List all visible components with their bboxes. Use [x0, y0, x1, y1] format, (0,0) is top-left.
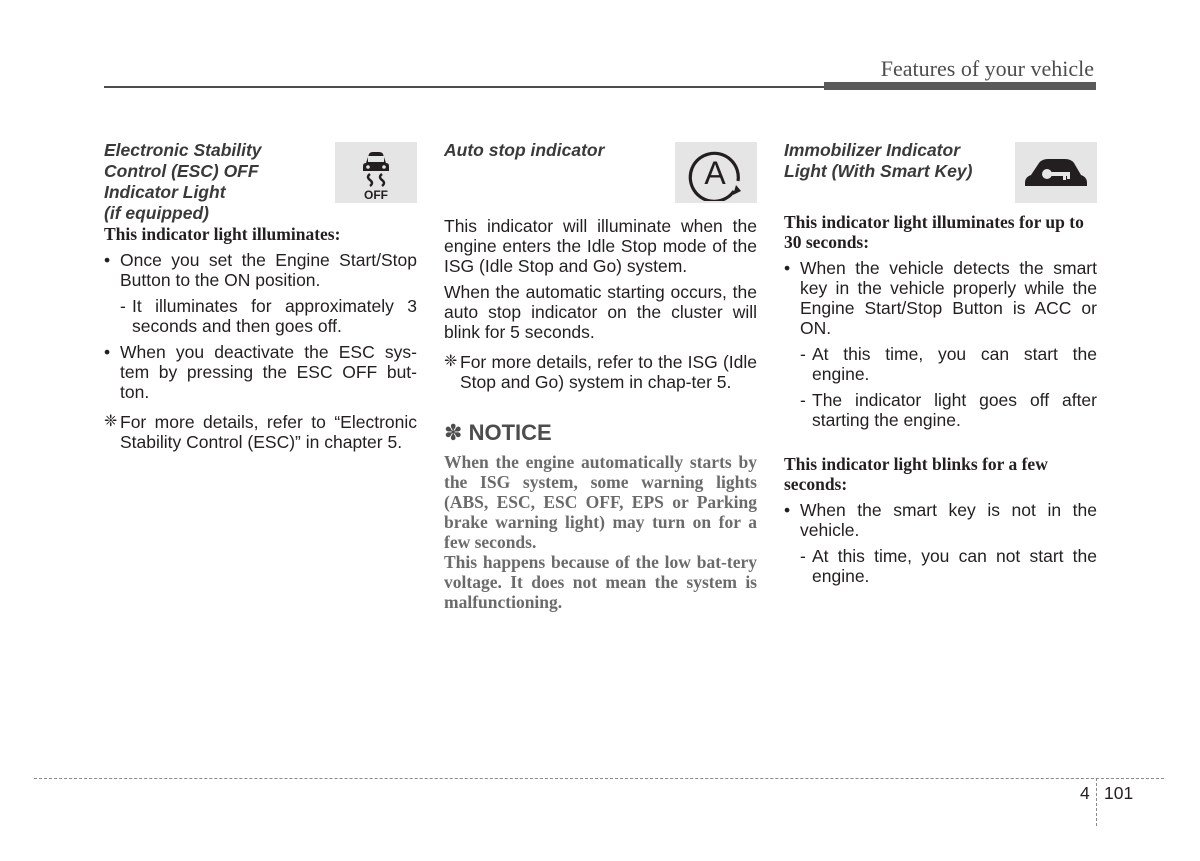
dash-mark: -	[800, 390, 806, 410]
list-item	[104, 250, 417, 290]
bullet-text: When you deactivate the ESC sys-tem by pressing the ESC OFF but-ton.	[120, 342, 417, 402]
chapter-number: 4	[1080, 783, 1090, 803]
footer-rule	[34, 778, 1164, 779]
bullet-text: When the smart key is not in the vehicle.	[800, 500, 1097, 540]
section-title-immobilizer	[784, 140, 999, 182]
paragraph: When the automatic starting occurs, the auto stop indicator on the cluster will blink for 5 seconds.	[444, 282, 757, 342]
notice-paragraph: When the engine automatically starts by the ISG system, some warning lights (ABS, ESC, ESC OFF, EPS or Parking brake warning light) may turn on for a few seconds.	[444, 452, 757, 552]
auto-stop-icon-graphic	[681, 145, 751, 201]
section-title-esc-off	[104, 140, 319, 224]
immobilizer-key-icon	[1015, 142, 1097, 203]
dash-mark: -	[800, 546, 806, 566]
list-item	[784, 258, 1097, 338]
title-line: (if equipped)	[104, 203, 209, 223]
dash-text: At this time, you can start the engine.	[812, 344, 1097, 384]
list-item	[104, 342, 417, 402]
esc-off-icon	[335, 142, 417, 203]
section-title-auto-stop: Auto stop indicator	[444, 140, 605, 160]
list-item	[104, 296, 417, 336]
auto-stop-icon-letter: A	[704, 154, 726, 191]
column-auto-stop	[444, 140, 757, 612]
illuminates-lead: This indicator light illuminates for up to 30 seconds:	[784, 212, 1084, 252]
header-bar	[824, 82, 1096, 90]
title-line: Indicator Light	[104, 182, 226, 202]
column-esc-off	[104, 140, 417, 458]
section-header-esc-off	[104, 140, 417, 224]
notice-mark: ✽	[444, 420, 463, 445]
list-item	[784, 344, 1097, 384]
notice-paragraph: This happens because of the low bat-tery voltage. It does not mean the system is malfunctioning.	[444, 552, 757, 612]
bullet-mark: •	[784, 500, 791, 520]
bullet-mark: •	[104, 342, 111, 362]
list-item	[784, 390, 1097, 430]
cross-reference	[104, 412, 417, 452]
dash-mark: -	[120, 296, 126, 316]
bullet-text: When the vehicle detects the smart key in the vehicle properly while the Engine Start/Stop Button is ACC or ON.	[800, 258, 1097, 338]
dash-text: The indicator light goes off after starting the engine.	[812, 390, 1097, 430]
blinks-lead: This indicator light blinks for a few seconds:	[784, 454, 1048, 494]
immobilizer-icon-graphic	[1021, 153, 1091, 193]
notice-title: NOTICE	[468, 420, 552, 445]
notice-heading	[444, 420, 757, 446]
auto-stop-icon	[675, 142, 757, 203]
title-line: Control (ESC) OFF	[104, 161, 259, 181]
reference-text: For more details, refer to the ISG (Idle Stop and Go) system in chap-ter 5.	[460, 352, 757, 392]
footer-divider	[1096, 778, 1097, 826]
bullet-text: Once you set the Engine Start/Stop Button to the ON position.	[120, 250, 417, 290]
section-header-auto-stop	[444, 140, 757, 216]
dash-mark: -	[800, 344, 806, 364]
title-line: Electronic Stability	[104, 140, 262, 160]
list-item	[784, 500, 1097, 540]
paragraph: This indicator will illuminate when the engine enters the Idle Stop mode of the ISG (Idle Stop and Go) system.	[444, 216, 757, 276]
list-item	[784, 546, 1097, 586]
bullet-mark: •	[104, 250, 111, 270]
cross-reference	[444, 352, 757, 392]
dash-text: At this time, you can not start the engine.	[812, 546, 1097, 586]
reference-mark: ❈	[104, 413, 118, 430]
esc-off-icon-graphic	[346, 145, 406, 201]
section-header-immobilizer	[784, 140, 1097, 212]
illuminates-lead: This indicator light illuminates:	[104, 224, 341, 244]
header-rule	[104, 86, 824, 88]
title-line: Light (With Smart Key)	[784, 161, 973, 181]
page-number: 101	[1104, 783, 1134, 803]
reference-mark: ❈	[444, 353, 458, 370]
esc-off-icon-text: OFF	[364, 187, 388, 201]
running-header: Features of your vehicle	[880, 56, 1094, 81]
title-line: Immobilizer Indicator	[784, 140, 960, 160]
reference-text: For more details, refer to “Electronic Stability Control (ESC)” in chapter 5.	[120, 412, 417, 452]
column-immobilizer	[784, 140, 1097, 592]
dash-text: It illuminates for approximately 3 seconds and then goes off.	[132, 296, 417, 336]
bullet-mark: •	[784, 258, 791, 278]
